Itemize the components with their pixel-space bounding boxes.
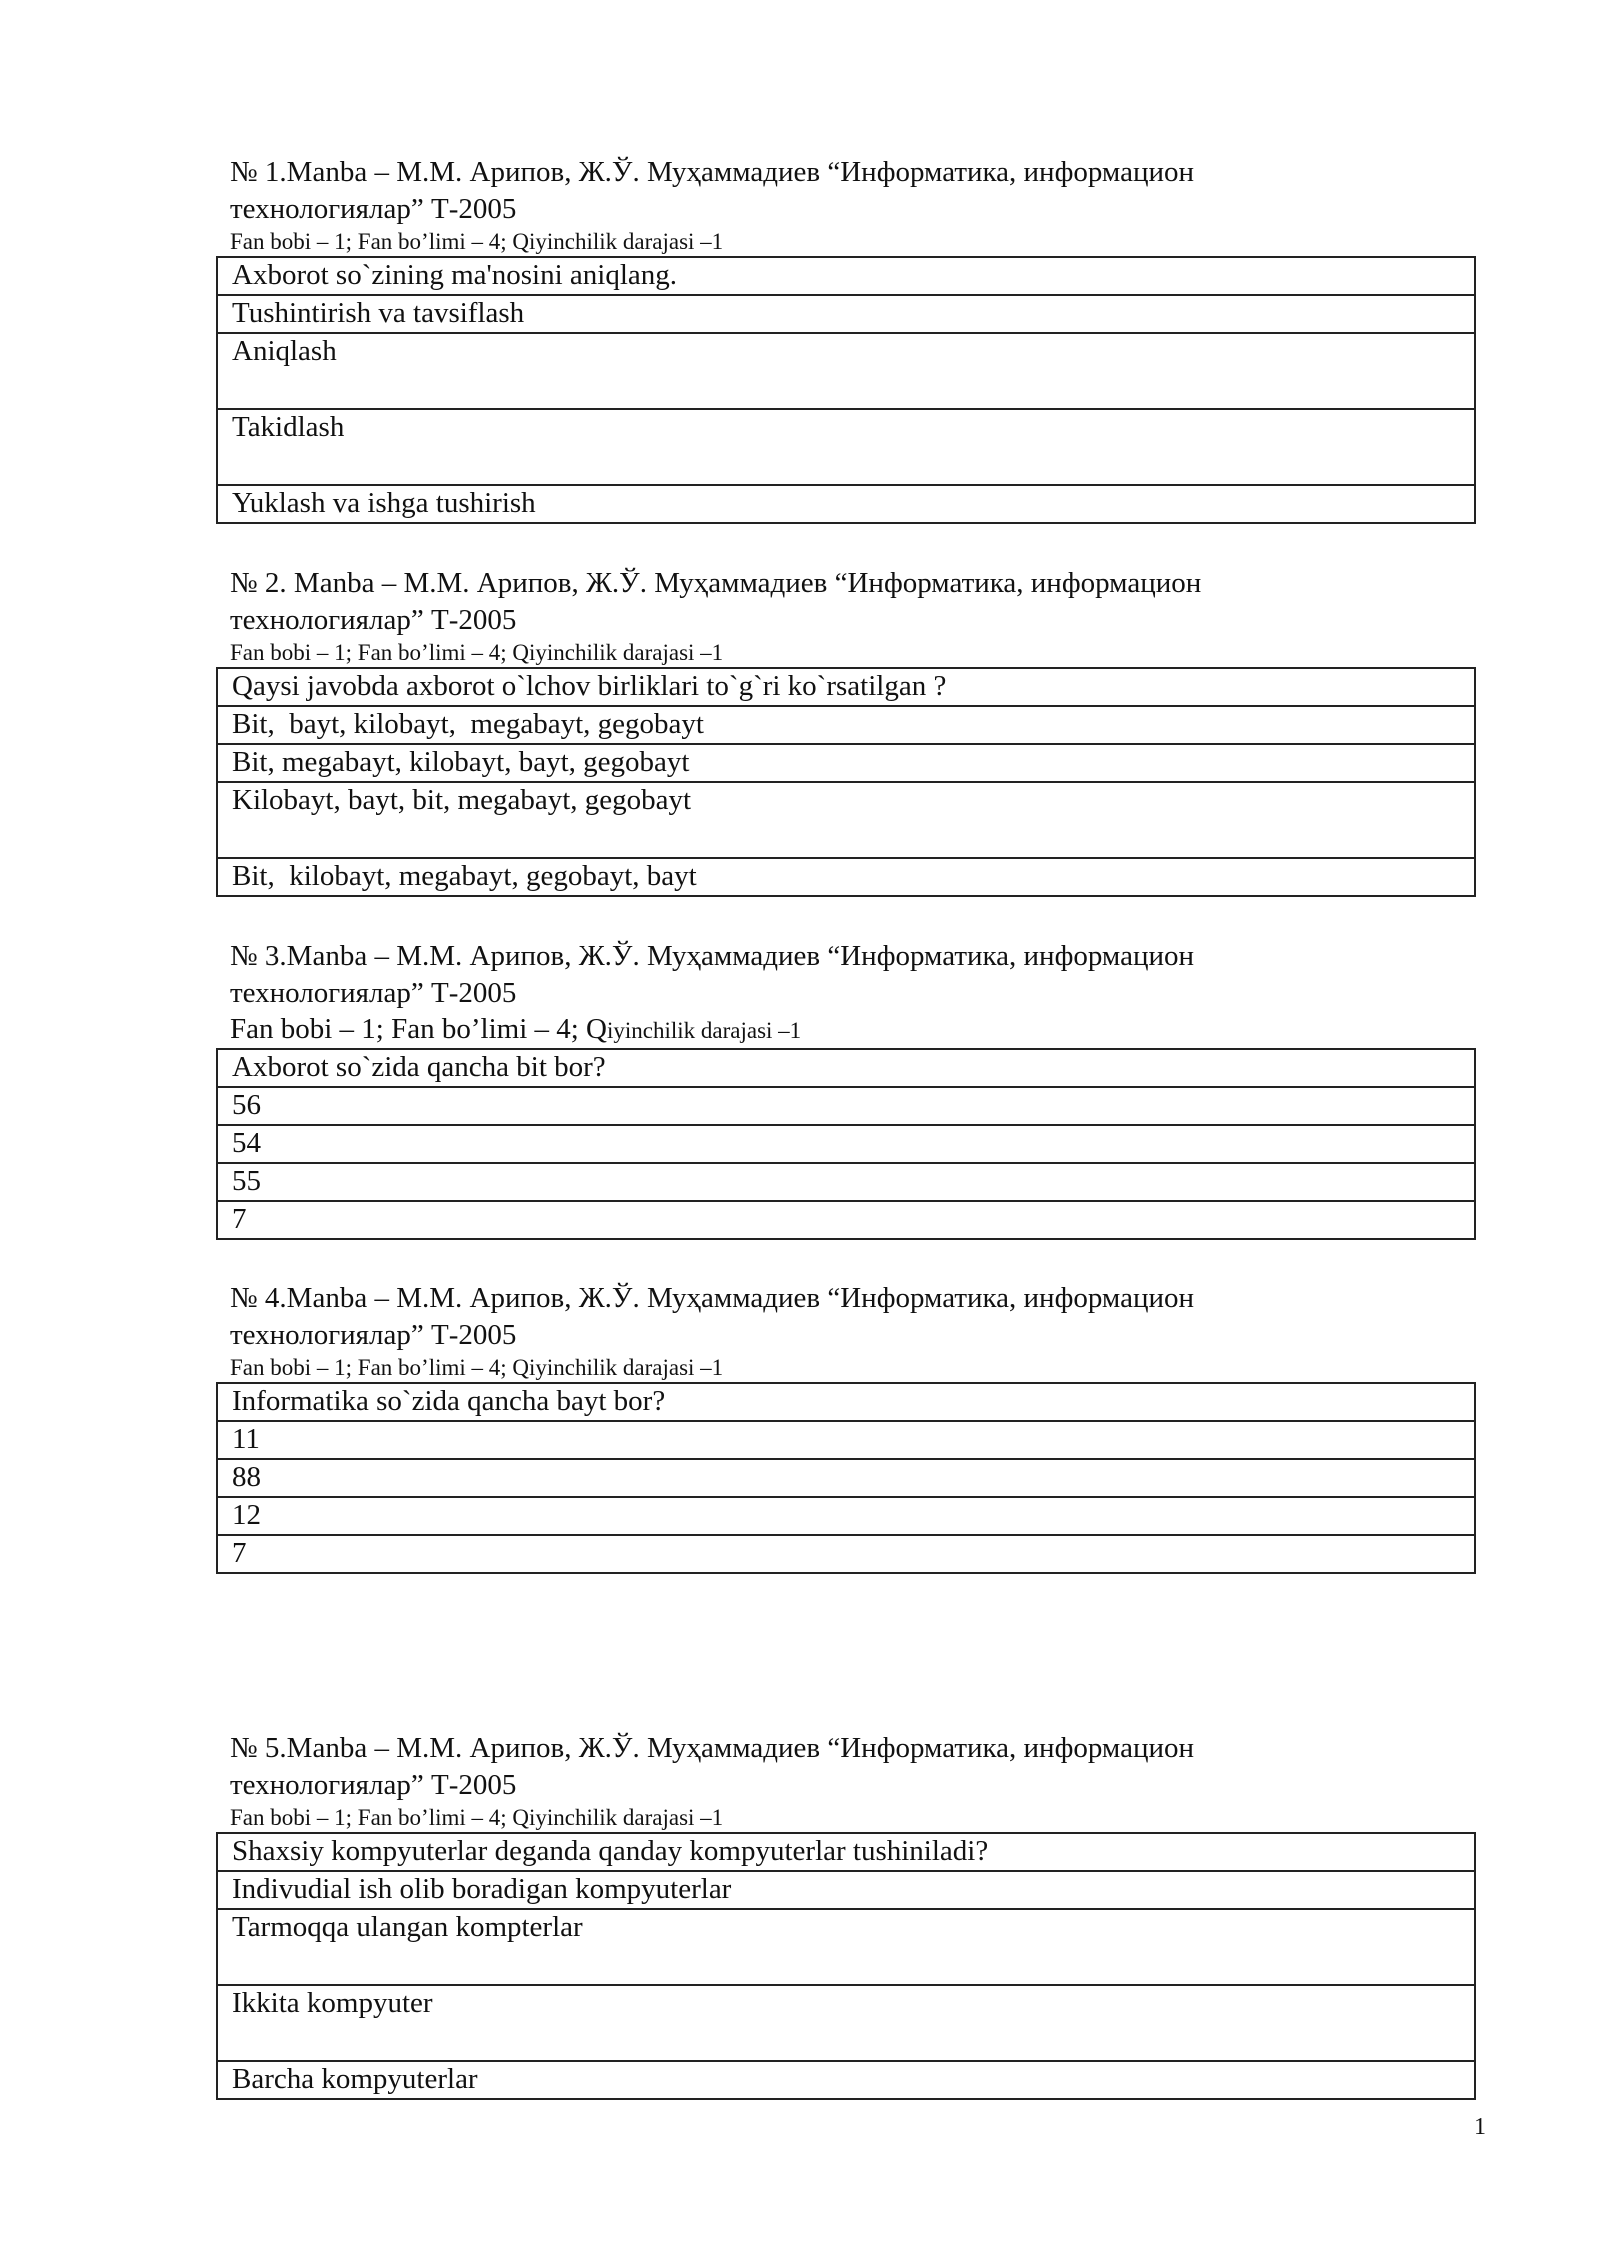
answer-option: 55: [217, 1163, 1475, 1201]
question-block-4: [216, 1280, 1476, 1574]
meta-line: [216, 1012, 1476, 1048]
answer-option: 54: [217, 1125, 1475, 1163]
answer-option: Bit, megabayt, kilobayt, bayt, gegobayt: [217, 744, 1475, 782]
source-line: технологиялар” Т-2005: [230, 1769, 517, 1801]
source-line: № 5.Manba – M.M. Арипов, Ж.Ў. Муҳаммадиев “Информатика, информацион: [230, 1732, 1195, 1764]
answer-option: 56: [217, 1087, 1475, 1125]
meta-line: Fan bobi – 1; Fan bo’limi – 4; Qiyinchilik darajasi –1: [230, 229, 724, 254]
source-line: № 4.Manba – M.M. Арипов, Ж.Ў. Муҳаммадиев “Информатика, информацион: [230, 1282, 1195, 1314]
answer-option: 88: [217, 1459, 1475, 1497]
source-line: № 1.Manba – M.M. Арипов, Ж.Ў. Муҳаммадиев “Информатика, информацион: [230, 156, 1195, 188]
answer-option: Takidlash: [217, 409, 1475, 485]
answer-option: Tarmoqqa ulangan kompterlar: [217, 1909, 1475, 1985]
question-text: Shaxsiy kompyuterlar deganda qanday kompyuterlar tushiniladi?: [217, 1833, 1475, 1871]
source-line: технологиялар” Т-2005: [230, 1319, 517, 1351]
answer-option: 7: [217, 1535, 1475, 1573]
question-table: [216, 1382, 1476, 1574]
source-line: № 3.Manba – M.M. Арипов, Ж.Ў. Муҳаммадиев “Информатика, информацион: [230, 940, 1195, 972]
answer-option: Indivudial ish olib boradigan kompyuterlar: [217, 1871, 1475, 1909]
question-block-1: [216, 154, 1476, 524]
answer-option: 7: [217, 1201, 1475, 1239]
question-text: Axborot so`zining ma'nosini aniqlang.: [217, 257, 1475, 295]
answer-option: 12: [217, 1497, 1475, 1535]
source-line: технологиялар” Т-2005: [230, 193, 517, 225]
source-line: технологиялар” Т-2005: [230, 977, 517, 1009]
question-table: [216, 667, 1476, 897]
question-block-2: [216, 565, 1476, 897]
answer-option: Tushintirish va tavsiflash: [217, 295, 1475, 333]
page-number: 1: [1474, 2114, 1486, 2140]
question-table: [216, 256, 1476, 524]
meta-line-large: Fan bobi – 1; Fan bo’limi – 4; Q: [230, 1013, 607, 1045]
answer-option: Bit, kilobayt, megabayt, gegobayt, bayt: [217, 858, 1475, 896]
answer-option: Ikkita kompyuter: [217, 1985, 1475, 2061]
meta-line-small: iyinchilik darajasi –1: [607, 1018, 802, 1043]
meta-line: Fan bobi – 1; Fan bo’limi – 4; Qiyinchilik darajasi –1: [230, 1805, 724, 1830]
question-text: Axborot so`zida qancha bit bor?: [217, 1049, 1475, 1087]
answer-option: Bit, bayt, kilobayt, megabayt, gegobayt: [217, 706, 1475, 744]
question-text: Qaysi javobda axborot o`lchov birliklari to`g`ri ko`rsatilgan ?: [217, 668, 1475, 706]
question-block-5: [216, 1730, 1476, 2100]
question-table: [216, 1048, 1476, 1240]
source-line: № 2. Manba – M.M. Арипов, Ж.Ў. Муҳаммадиев “Информатика, информацион: [230, 567, 1202, 599]
answer-option: Yuklash va ishga tushirish: [217, 485, 1475, 523]
question-table: [216, 1832, 1476, 2100]
meta-line: Fan bobi – 1; Fan bo’limi – 4; Qiyinchilik darajasi –1: [230, 640, 724, 665]
question-text: Informatika so`zida qancha bayt bor?: [217, 1383, 1475, 1421]
answer-option: Kilobayt, bayt, bit, megabayt, gegobayt: [217, 782, 1475, 858]
answer-option: 11: [217, 1421, 1475, 1459]
meta-line: Fan bobi – 1; Fan bo’limi – 4; Qiyinchilik darajasi –1: [230, 1355, 724, 1380]
question-block-3: [216, 938, 1476, 1240]
answer-option: Barcha kompyuterlar: [217, 2061, 1475, 2099]
answer-option: Aniqlash: [217, 333, 1475, 409]
source-line: технологиялар” Т-2005: [230, 604, 517, 636]
